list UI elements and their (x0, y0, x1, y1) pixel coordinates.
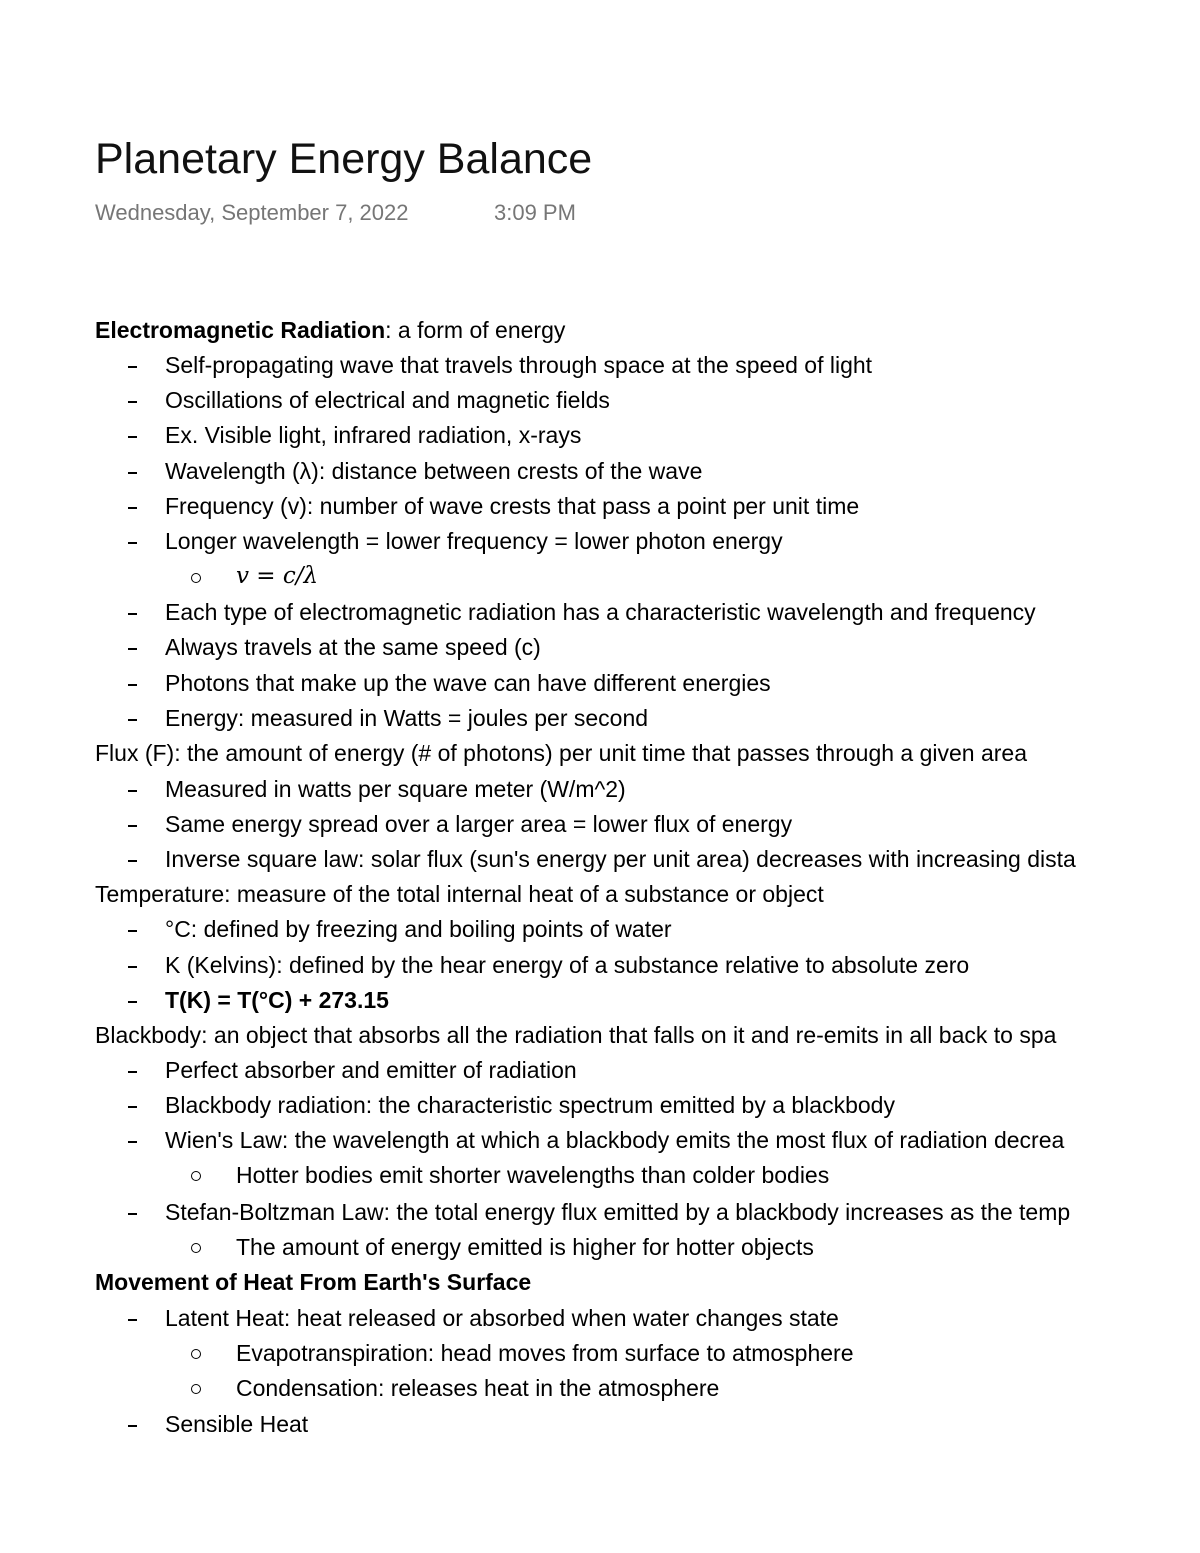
page-title: Planetary Energy Balance (95, 135, 593, 183)
heat-movement-heading: Movement of Heat From Earth's Surface (95, 1269, 532, 1295)
list-item: Perfect absorber and emitter of radiation (165, 1057, 577, 1083)
dash-bullet (128, 790, 137, 792)
list-item: Latent Heat: heat released or absorbed when water changes state (165, 1305, 839, 1331)
date-time-row (95, 199, 576, 227)
list-item: K (Kelvins): defined by the hear energy of a substance relative to absolute zero (165, 952, 970, 978)
em-radiation-term: Electromagnetic Radiation (95, 317, 386, 343)
sub-list-item: Condensation: releases heat in the atmosphere (236, 1375, 720, 1401)
list-item: Ex. Visible light, infrared radiation, x-rays (165, 422, 582, 448)
dash-bullet (128, 542, 137, 544)
dash-bullet (128, 401, 137, 403)
list-item: Photons that make up the wave can have different energies (165, 670, 771, 696)
list-item: Longer wavelength = lower frequency = lower photon energy (165, 528, 783, 554)
sub-list-item: Hotter bodies emit shorter wavelengths than colder bodies (236, 1162, 830, 1188)
list-item: °C: defined by freezing and boiling points of water (165, 916, 672, 942)
dash-bullet (128, 436, 137, 438)
em-radiation-definition: : a form of energy (385, 317, 566, 343)
list-item: Measured in watts per square meter (W/m^2) (165, 776, 626, 802)
dash-bullet (128, 966, 137, 968)
dash-bullet (128, 860, 137, 862)
dash-bullet (128, 930, 137, 932)
list-item: Energy: measured in Watts = joules per second (165, 705, 649, 731)
dash-bullet (128, 507, 137, 509)
dash-bullet (128, 1425, 137, 1427)
sub-list-item: The amount of energy emitted is higher for hotter objects (236, 1234, 814, 1260)
circle-bullet (191, 573, 201, 583)
list-item: Sensible Heat (165, 1411, 309, 1437)
flux-heading: Flux (F): the amount of energy (# of photons) per unit time that passes through a given area (95, 740, 1028, 766)
circle-bullet (191, 1349, 201, 1359)
dash-bullet (128, 719, 137, 721)
dash-bullet (128, 1319, 137, 1321)
dash-bullet (128, 648, 137, 650)
dash-bullet (128, 1213, 137, 1215)
blackbody-heading: Blackbody: an object that absorbs all the radiation that falls on it and re-emits in all back to spa (95, 1022, 1057, 1048)
circle-bullet (191, 1243, 201, 1253)
temperature-heading: Temperature: measure of the total internal heat of a substance or object (95, 881, 824, 907)
circle-bullet (191, 1384, 201, 1394)
dash-bullet (128, 684, 137, 686)
note-time: 3:09 PM (494, 200, 576, 225)
dash-bullet (128, 825, 137, 827)
list-item: Each type of electromagnetic radiation has a characteristic wavelength and frequency (165, 599, 1036, 625)
em-radiation-heading (95, 313, 565, 348)
dash-bullet (128, 1141, 137, 1143)
list-item: Oscillations of electrical and magnetic fields (165, 387, 610, 413)
dash-bullet (128, 1106, 137, 1108)
list-item: Wien's Law: the wavelength at which a blackbody emits the most flux of radiation decrea (165, 1127, 1065, 1153)
dash-bullet (128, 613, 137, 615)
list-item: Stefan-Boltzman Law: the total energy flux emitted by a blackbody increases as the temp (165, 1199, 1071, 1225)
sub-list-item: Evapotranspiration: head moves from surface to atmosphere (236, 1340, 854, 1366)
list-item: Frequency (v): number of wave crests that pass a point per unit time (165, 493, 860, 519)
dash-bullet (128, 472, 137, 474)
circle-bullet (191, 1171, 201, 1181)
list-item: Always travels at the same speed (c) (165, 634, 541, 660)
list-item: Inverse square law: solar flux (sun's energy per unit area) decreases with increasing dista (165, 846, 1076, 872)
list-item: Wavelength (λ): distance between crests of the wave (165, 458, 703, 484)
list-item: Blackbody radiation: the characteristic spectrum emitted by a blackbody (165, 1092, 895, 1118)
list-item: Self-propagating wave that travels through space at the speed of light (165, 352, 873, 378)
frequency-formula: v = c/λ (236, 563, 319, 589)
dash-bullet (128, 1071, 137, 1073)
note-date: Wednesday, September 7, 2022 (95, 200, 409, 225)
kelvin-formula: T(K) = T(°C) + 273.15 (165, 987, 389, 1013)
dash-bullet (128, 1001, 137, 1003)
list-item: Same energy spread over a larger area = lower flux of energy (165, 811, 793, 837)
dash-bullet (128, 366, 137, 368)
